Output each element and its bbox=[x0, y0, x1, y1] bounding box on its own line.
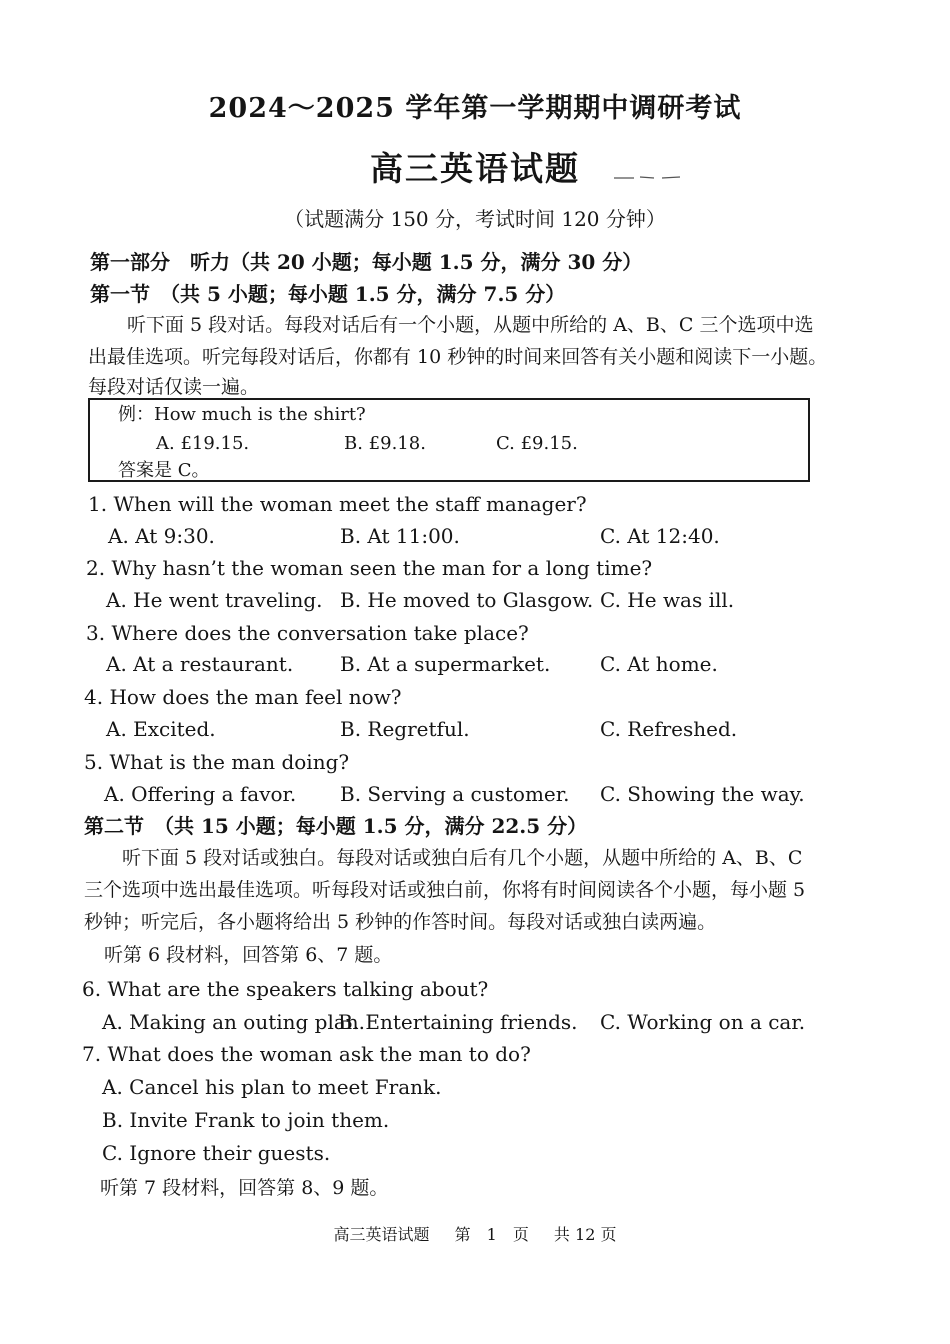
question-4-option-c: C. Refreshed. bbox=[600, 717, 738, 741]
question-5-stem: 5. What is the man doing? bbox=[84, 750, 350, 774]
pen-mark-decoration bbox=[612, 174, 682, 182]
question-4-option-b: B. Regretful. bbox=[340, 717, 470, 741]
footer-subject: 高三英语试题 bbox=[333, 1225, 430, 1244]
question-3-option-b: B. At a supermarket. bbox=[340, 652, 551, 676]
question-2-option-a: A. He went traveling. bbox=[106, 588, 323, 612]
footer-total-pages: 共 12 页 bbox=[553, 1225, 617, 1244]
question-3-stem: 3. Where does the conversation take place? bbox=[86, 621, 529, 645]
question-6-stem: 6. What are the speakers talking about? bbox=[82, 977, 489, 1001]
question-5-option-b: B. Serving a customer. bbox=[340, 782, 570, 806]
question-5-option-a: A. Offering a favor. bbox=[104, 782, 297, 806]
example-option-a: A. £19.15. bbox=[156, 433, 250, 454]
question-4-option-a: A. Excited. bbox=[106, 717, 216, 741]
question-6-option-c: C. Working on a car. bbox=[600, 1010, 806, 1034]
part1-heading: 第一部分 听力（共 20 小题；每小题 1.5 分，满分 30 分） bbox=[90, 250, 643, 274]
example-option-b: B. £9.18. bbox=[344, 433, 426, 454]
question-5-option-c: C. Showing the way. bbox=[600, 782, 805, 806]
question-7-option-c: C. Ignore their guests. bbox=[102, 1141, 331, 1165]
example-question: 例：How much is the shirt? bbox=[118, 404, 366, 425]
question-2-option-b: B. He moved to Glasgow. bbox=[340, 588, 594, 612]
question-1-option-c: C. At 12:40. bbox=[600, 524, 720, 548]
exam-title: 2024～2025 学年第一学期期中调研考试 bbox=[208, 93, 742, 124]
question-2-stem: 2. Why hasn’t the woman seen the man for a long time? bbox=[86, 556, 653, 580]
question-7-stem: 7. What does the woman ask the man to do? bbox=[82, 1042, 531, 1066]
footer-page-number: 第 1 页 bbox=[454, 1225, 529, 1244]
section2-instruction-line: 三个选项中选出最佳选项。听每段对话或独白前，你将有时间阅读各个小题，每小题 5 bbox=[84, 879, 806, 901]
question-7-option-b: B. Invite Frank to join them. bbox=[102, 1108, 390, 1132]
page-footer bbox=[0, 1222, 950, 1245]
question-1-option-a: A. At 9:30. bbox=[108, 524, 215, 548]
question-4-stem: 4. How does the man feel now? bbox=[84, 685, 402, 709]
section2-instruction-line: 听下面 5 段对话或独白。每段对话或独白后有几个小题，从题中所给的 A、B、C bbox=[122, 847, 803, 869]
question-6-option-b: B. Entertaining friends. bbox=[338, 1010, 578, 1034]
question-1-option-b: B. At 11:00. bbox=[340, 524, 460, 548]
question-1-stem: 1. When will the woman meet the staff manager? bbox=[88, 492, 587, 516]
example-box bbox=[88, 398, 810, 482]
question-3-option-a: A. At a restaurant. bbox=[106, 652, 294, 676]
section1-heading: 第一节 （共 5 小题；每小题 1.5 分，满分 7.5 分） bbox=[90, 282, 566, 306]
material-7-note: 听第 7 段材料，回答第 8、9 题。 bbox=[100, 1177, 389, 1199]
section2-heading: 第二节 （共 15 小题；每小题 1.5 分，满分 22.5 分） bbox=[84, 814, 588, 838]
question-6-option-a: A. Making an outing plan. bbox=[102, 1010, 366, 1034]
question-7-option-a: A. Cancel his plan to meet Frank. bbox=[102, 1075, 442, 1099]
material-6-note: 听第 6 段材料，回答第 6、7 题。 bbox=[104, 944, 393, 966]
example-answer: 答案是 C。 bbox=[118, 460, 210, 481]
section1-instruction-line: 出最佳选项。听完每段对话后，你都有 10 秒钟的时间来回答有关小题和阅读下一小题。 bbox=[88, 346, 828, 368]
question-2-option-c: C. He was ill. bbox=[600, 588, 735, 612]
subject-title: 高三英语试题 bbox=[370, 149, 580, 188]
section1-instruction-line: 每段对话仅读一遍。 bbox=[88, 376, 260, 398]
section1-instruction-line: 听下面 5 段对话。每段对话后有一个小题，从题中所给的 A、B、C 三个选项中选 bbox=[127, 314, 814, 336]
exam-info: （试题满分 150 分，考试时间 120 分钟） bbox=[284, 207, 666, 231]
example-option-c: C. £9.15. bbox=[496, 433, 578, 454]
section2-instruction-line: 秒钟；听完后，各小题将给出 5 秒钟的作答时间。每段对话或独白读两遍。 bbox=[84, 911, 717, 933]
question-3-option-c: C. At home. bbox=[600, 652, 718, 676]
